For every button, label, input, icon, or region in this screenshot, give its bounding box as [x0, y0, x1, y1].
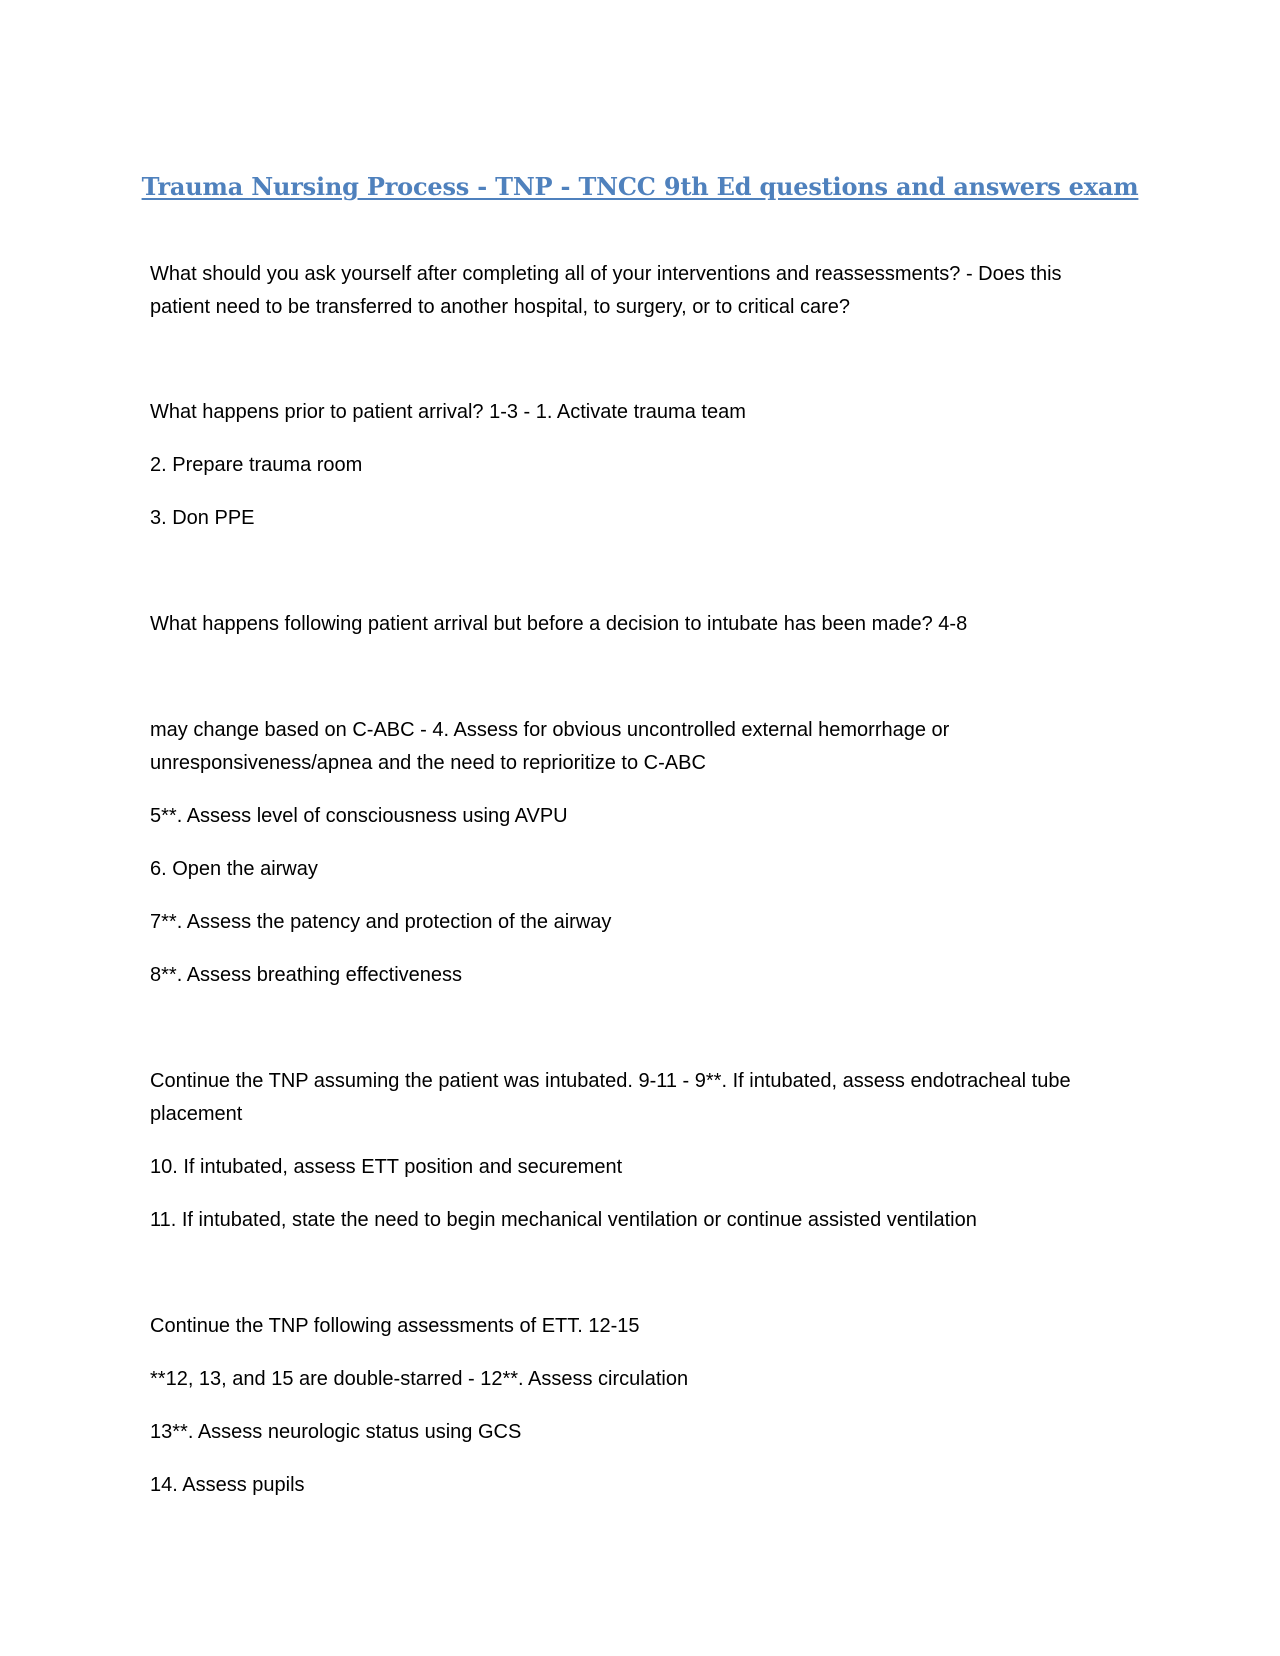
text-line: 14. Assess pupils	[150, 1474, 305, 1496]
text-line: What happens prior to patient arrival? 1-3 - 1. Activate trauma team	[150, 401, 746, 423]
text-line: may change based on C-ABC - 4. Assess for obvious uncontrolled external hemorrhage or	[150, 719, 950, 741]
text-line: 11. If intubated, state the need to begin mechanical ventilation or continue assisted ventilation	[150, 1209, 977, 1231]
text-line: 7**. Assess the patency and protection of the airway	[150, 911, 612, 933]
text-line: 2. Prepare trauma room	[150, 454, 363, 476]
text-line: 13**. Assess neurologic status using GCS	[150, 1421, 522, 1443]
text-line: 8**. Assess breathing effectiveness	[150, 964, 463, 986]
text-line: placement	[150, 1103, 243, 1125]
text-line: 10. If intubated, assess ETT position and securement	[150, 1156, 623, 1178]
text-line: 6. Open the airway	[150, 858, 318, 880]
text-line: Continue the TNP assuming the patient was intubated. 9-11 - 9**. If intubated, assess endotracheal tube	[150, 1070, 1071, 1092]
text-line: 3. Don PPE	[150, 507, 255, 529]
text-line: Continue the TNP following assessments of ETT. 12-15	[150, 1315, 640, 1337]
text-line: What happens following patient arrival but before a decision to intubate has been made? 4-8	[150, 613, 968, 635]
text-line: 5**. Assess level of consciousness using AVPU	[150, 805, 568, 827]
text-line: **12, 13, and 15 are double-starred - 12**. Assess circulation	[150, 1368, 689, 1390]
text-line: unresponsiveness/apnea and the need to reprioritize to C-ABC	[150, 752, 706, 774]
document-title: Trauma Nursing Process - TNP - TNCC 9th Ed questions and answers exam	[141, 172, 1139, 201]
text-line: patient need to be transferred to another hospital, to surgery, or to critical care?	[150, 296, 851, 318]
text-line: What should you ask yourself after completing all of your interventions and reassessments? - Does this	[150, 263, 1062, 285]
